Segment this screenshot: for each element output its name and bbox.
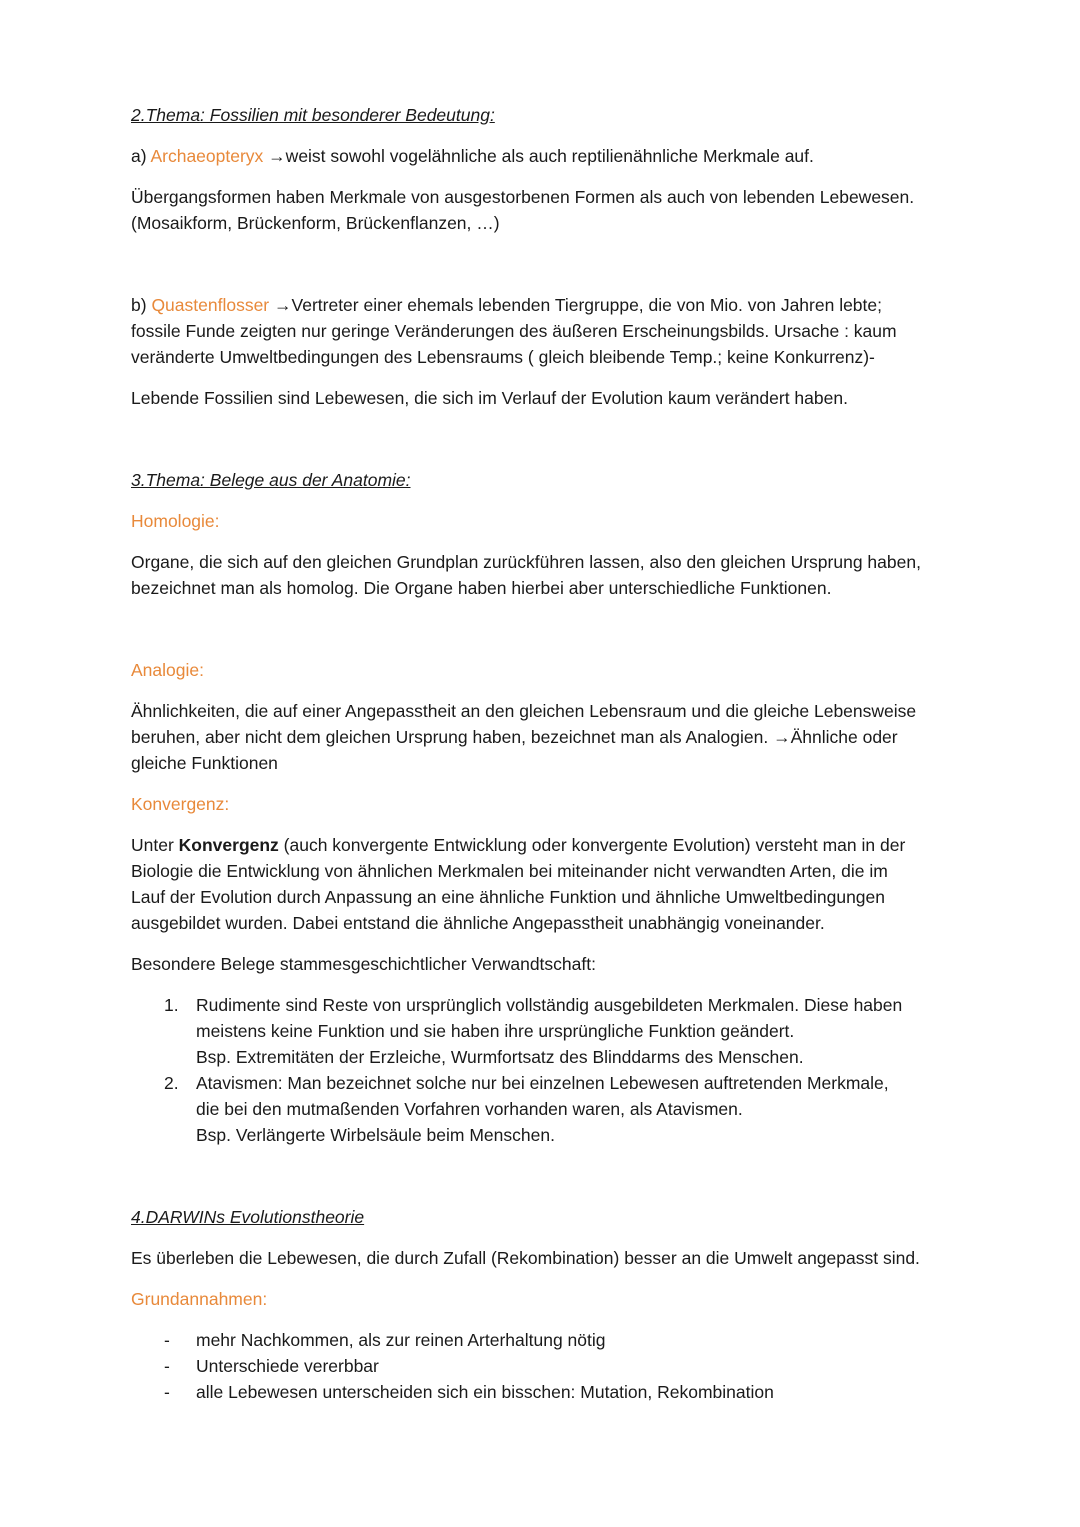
uebergangsformen-paragraph	[131, 184, 950, 236]
list-item-line: meistens keine Funktion und sie haben ihre ursprüngliche Funktion geändert.	[196, 1021, 795, 1041]
grundannahmen-list	[131, 1327, 950, 1405]
list-item-text: Unterschiede vererbbar	[196, 1356, 379, 1376]
homologie-line-2: bezeichnet man als homolog. Die Organe haben hierbei aber unterschiedliche Funktionen.	[131, 578, 832, 598]
list-item	[131, 1353, 950, 1379]
quastenflosser-line-1	[131, 292, 950, 318]
list-item	[131, 1327, 950, 1353]
archaeopteryx-term: Archaeopteryx	[150, 146, 264, 166]
item-b-prefix: b)	[131, 295, 152, 315]
section-3-heading: 3.Thema: Belege aus der Anatomie:	[131, 470, 411, 490]
list-item-text: mehr Nachkommen, als zur reinen Arterhaltung nötig	[196, 1330, 606, 1350]
list-bullet-dash: -	[164, 1330, 170, 1350]
list-item-line: Bsp. Verlängerte Wirbelsäule beim Menschen.	[196, 1125, 555, 1145]
belege-intro: Besondere Belege stammesgeschichtlicher Verwandtschaft:	[131, 954, 596, 974]
list-item-number: 2.	[164, 1073, 179, 1093]
analogie-line-1: Ähnlichkeiten, die auf einer Angepasstheit an den gleichen Lebensraum und die gleiche Lebensweise	[131, 701, 917, 721]
analogie-line-2: beruhen, aber nicht dem gleichen Ursprung haben, bezeichnet man als Analogien. →Ähnliche oder	[131, 727, 898, 747]
analogie-line-3: gleiche Funktionen	[131, 753, 278, 773]
archaeopteryx-paragraph	[131, 143, 950, 169]
uebergangsformen-line-1: Übergangsformen haben Merkmale von ausgestorbenen Formen als auch von lebenden Lebewesen.	[131, 187, 915, 207]
grundannahmen-label: Grundannahmen:	[131, 1289, 268, 1309]
list-bullet-dash: -	[164, 1382, 170, 1402]
konvergenz-bold-term: Konvergenz	[178, 835, 279, 855]
konvergenz-line-1-rest: (auch konvergente Entwicklung oder konvergente Evolution) versteht man in der	[278, 835, 906, 855]
konvergenz-paragraph	[131, 832, 950, 936]
section-2-heading: 2.Thema: Fossilien mit besonderer Bedeutung:	[131, 105, 495, 125]
list-item-line: Atavismen: Man bezeichnet solche nur bei einzelnen Lebewesen auftretenden Merkmale,	[196, 1073, 889, 1093]
quastenflosser-line-3: veränderte Umweltbedingungen des Lebensraums ( gleich bleibende Temp.; keine Konkurrenz)-	[131, 347, 875, 367]
list-item-line: Rudimente sind Reste von ursprünglich vollständig ausgebildeten Merkmalen. Diese haben	[196, 995, 903, 1015]
homologie-label: Homologie:	[131, 511, 220, 531]
belege-numbered-list	[131, 992, 950, 1148]
konvergenz-line-3: Lauf der Evolution durch Anpassung an eine ähnliche Funktion und ähnliche Umweltbedingungen	[131, 887, 886, 907]
list-item	[131, 1379, 950, 1405]
list-item-text: alle Lebewesen unterscheiden sich ein bisschen: Mutation, Rekombination	[196, 1382, 774, 1402]
analogie-paragraph	[131, 698, 950, 776]
item-a-prefix: a)	[131, 146, 151, 166]
list-item	[131, 1070, 950, 1148]
list-item-line: Bsp. Extremitäten der Erzleiche, Wurmfortsatz des Blinddarms des Menschen.	[196, 1047, 804, 1067]
section-4-heading: 4.DARWINs Evolutionstheorie	[131, 1207, 365, 1227]
list-bullet-dash: -	[164, 1356, 170, 1376]
homologie-line-1: Organe, die sich auf den gleichen Grundplan zurückführen lassen, also den gleichen Ursprung haben,	[131, 552, 921, 572]
list-item	[131, 992, 950, 1070]
konvergenz-line-1	[131, 832, 950, 858]
konvergenz-label: Konvergenz:	[131, 794, 230, 814]
konvergenz-line-4: ausgebildet wurden. Dabei entstand die ähnliche Angepasstheit unabhängig voneinander.	[131, 913, 825, 933]
quastenflosser-term: Quastenflosser	[151, 295, 270, 315]
uebergangsformen-line-2: (Mosaikform, Brückenform, Brückenflanzen, …)	[131, 213, 500, 233]
list-item-line: die bei den mutmaßenden Vorfahren vorhanden waren, als Atavismen.	[196, 1099, 743, 1119]
konvergenz-pre: Unter	[131, 835, 179, 855]
lebende-fossilien-paragraph: Lebende Fossilien sind Lebewesen, die sich im Verlauf der Evolution kaum verändert haben.	[131, 388, 848, 408]
konvergenz-line-2: Biologie die Entwicklung von ähnlichen Merkmalen bei miteinander nicht verwandten Arten, die im	[131, 861, 888, 881]
list-item-number: 1.	[164, 995, 179, 1015]
analogie-label: Analogie:	[131, 660, 204, 680]
archaeopteryx-text: →weist sowohl vogelähnliche als auch reptilienähnliche Merkmale auf.	[263, 146, 814, 166]
quastenflosser-paragraph	[131, 292, 950, 370]
quastenflosser-line-2: fossile Funde zeigten nur geringe Veränderungen des äußeren Erscheinungsbilds. Ursache : kaum	[131, 321, 897, 341]
quastenflosser-text: →Vertreter einer ehemals lebenden Tiergruppe, die von Mio. von Jahren lebte;	[269, 295, 882, 315]
homologie-paragraph	[131, 549, 950, 601]
darwin-intro: Es überleben die Lebewesen, die durch Zufall (Rekombination) besser an die Umwelt angepasst sind.	[131, 1248, 920, 1268]
